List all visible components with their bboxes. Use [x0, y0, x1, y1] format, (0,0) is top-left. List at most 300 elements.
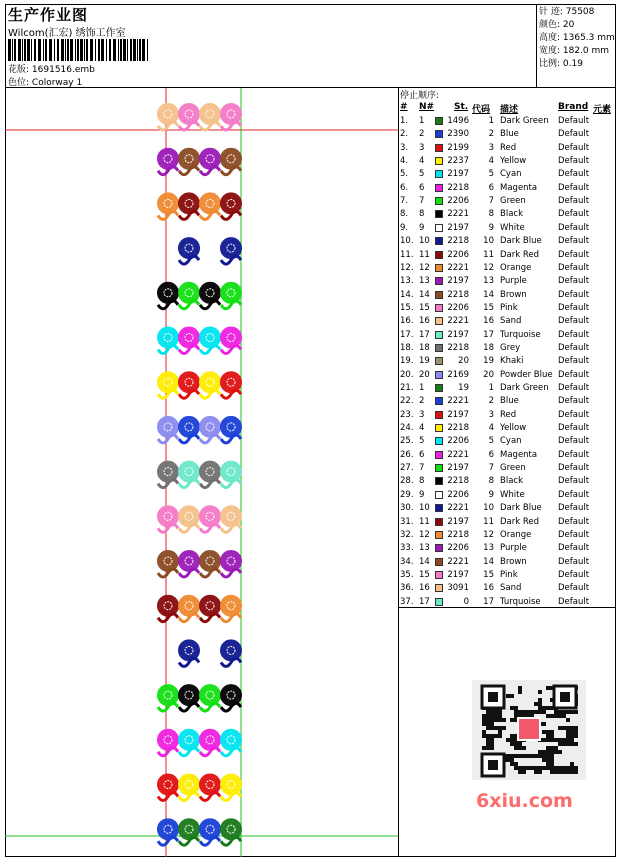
qr-module	[542, 750, 546, 754]
stitches-stat: 针 迹: 75508	[539, 7, 595, 17]
qr-module	[518, 690, 522, 694]
table-row	[399, 502, 616, 515]
qr-module	[514, 746, 518, 750]
qr-module	[502, 726, 506, 730]
qr-module	[538, 710, 542, 714]
design-motif-band	[158, 551, 241, 577]
row-needle: 14	[419, 289, 430, 300]
row-description: Green	[500, 196, 526, 207]
design-motif-band	[158, 417, 241, 443]
row-needle: 10	[419, 503, 430, 514]
color-swatch	[435, 491, 443, 499]
row-brand: Default	[558, 129, 590, 140]
qr-module	[490, 726, 494, 730]
qr-module	[554, 770, 558, 774]
qr-module	[486, 746, 490, 750]
row-index: 32.	[400, 529, 414, 540]
qr-module	[550, 730, 554, 734]
qr-module	[490, 714, 494, 718]
row-brand: Default	[558, 409, 590, 420]
row-brand: Default	[558, 156, 590, 167]
design-motif-band	[158, 819, 241, 845]
row-description: Sand	[500, 583, 522, 594]
row-stitches: 2206	[447, 489, 469, 500]
row-stitches: 2197	[447, 329, 469, 340]
qr-module	[486, 722, 490, 726]
row-code: 5	[488, 436, 494, 447]
table-row	[399, 382, 616, 395]
qr-module	[490, 718, 494, 722]
colorway-name: Colorway 1	[31, 78, 83, 88]
qr-module	[518, 686, 522, 690]
row-index: 8.	[400, 209, 409, 220]
row-brand: Default	[558, 142, 590, 153]
row-needle: 7	[419, 463, 425, 474]
design-motif-band	[158, 506, 241, 532]
barcode-bar	[84, 39, 85, 61]
row-description: Powder Blue	[500, 369, 553, 380]
qr-module	[562, 710, 566, 714]
row-brand: Default	[558, 316, 590, 327]
table-row	[399, 395, 616, 408]
qr-module	[546, 766, 550, 770]
table-row	[399, 182, 616, 195]
table-row	[399, 275, 616, 288]
barcode-bar	[12, 39, 13, 61]
col-header-needle: N#	[419, 102, 435, 112]
qr-module	[498, 710, 502, 714]
design-preview[interactable]	[5, 88, 399, 857]
barcode-bar	[22, 39, 23, 61]
qr-module	[558, 714, 562, 718]
qr-module	[550, 770, 554, 774]
row-code: 17	[483, 596, 494, 607]
table-row	[399, 556, 616, 569]
table-row	[399, 355, 616, 368]
barcode-bar	[43, 39, 44, 61]
design-motif-band	[158, 328, 241, 354]
qr-module	[546, 750, 550, 754]
row-index: 18.	[400, 342, 414, 353]
qr-module	[490, 746, 494, 750]
barcode-bar	[123, 39, 126, 61]
barcode-bar	[70, 39, 73, 61]
qr-module	[546, 738, 550, 742]
qr-module	[538, 702, 542, 706]
qr-module	[522, 754, 526, 758]
row-brand: Default	[558, 116, 590, 126]
qr-module	[530, 710, 534, 714]
qr-module	[510, 762, 514, 766]
qr-module	[486, 710, 490, 714]
row-description: Brown	[500, 289, 527, 300]
qr-module	[538, 706, 542, 710]
barcode-bar	[38, 39, 41, 61]
row-description: Dark Red	[500, 516, 540, 527]
table-row	[399, 582, 616, 595]
row-index: 27.	[400, 463, 414, 474]
row-index: 5.	[400, 169, 409, 180]
row-brand: Default	[558, 169, 590, 180]
color-swatch	[435, 384, 443, 392]
qr-module	[510, 706, 514, 710]
qr-module	[558, 766, 562, 770]
row-description: Turquoise	[500, 596, 541, 607]
design-motif-band	[158, 730, 241, 756]
qr-module	[518, 742, 522, 746]
row-needle: 12	[419, 529, 430, 540]
row-needle: 16	[419, 583, 430, 594]
barcode-bar	[101, 39, 104, 61]
qr-module	[494, 726, 498, 730]
qr-module	[506, 694, 510, 698]
table-row	[399, 142, 616, 155]
qr-module	[534, 710, 538, 714]
file-label: 花版:	[8, 65, 30, 75]
row-brand: Default	[558, 396, 590, 407]
qr-module	[566, 730, 570, 734]
color-swatch	[435, 344, 443, 352]
qr-module	[486, 734, 490, 738]
row-needle: 15	[419, 569, 430, 580]
design-motif-band	[158, 372, 241, 398]
row-description: Black	[500, 209, 523, 220]
qr-finder-center	[488, 760, 498, 770]
table-row	[399, 462, 616, 475]
row-code: 20	[483, 369, 494, 380]
row-code: 9	[488, 489, 494, 500]
color-swatch	[435, 464, 443, 472]
row-stitches: 2221	[447, 209, 469, 220]
qr-code-image	[472, 680, 586, 780]
color-swatch	[435, 317, 443, 325]
row-index: 23.	[400, 409, 414, 420]
row-index: 21.	[400, 383, 414, 393]
width-stat: 宽度: 182.0 mm	[539, 46, 610, 56]
row-stitches: 2221	[447, 396, 469, 407]
row-stitches: 2206	[447, 543, 469, 554]
row-needle: 11	[419, 249, 430, 260]
qr-module	[542, 730, 546, 734]
row-index: 4.	[400, 156, 409, 167]
row-description: Turquoise	[500, 329, 541, 340]
row-index: 6.	[400, 182, 409, 193]
row-index: 3.	[400, 142, 409, 153]
row-stitches: 2221	[447, 556, 469, 567]
design-motif-band	[158, 462, 241, 488]
qr-module	[510, 738, 514, 742]
qr-module	[498, 734, 502, 738]
barcode-bar	[31, 39, 32, 61]
qr-module	[550, 754, 554, 758]
row-needle: 13	[419, 543, 430, 554]
row-code: 7	[488, 463, 494, 474]
barcode-bar	[61, 39, 64, 61]
row-brand: Default	[558, 342, 590, 353]
row-needle: 17	[419, 329, 430, 340]
qr-module	[542, 754, 546, 758]
qr-module	[538, 750, 542, 754]
row-needle: 14	[419, 556, 430, 567]
row-code: 3	[488, 409, 494, 420]
row-description: Dark Green	[500, 116, 549, 126]
height-stat: 高度: 1365.3 mm	[539, 33, 615, 43]
qr-module	[546, 758, 550, 762]
qr-module	[510, 718, 514, 722]
row-stitches: 2218	[447, 476, 469, 487]
row-description: Dark Green	[500, 383, 549, 393]
row-stitches: 2390	[447, 129, 469, 140]
row-index: 26.	[400, 449, 414, 460]
row-needle: 4	[419, 156, 425, 167]
row-needle: 5	[419, 169, 425, 180]
qr-module	[550, 738, 554, 742]
qr-module	[546, 706, 550, 710]
qr-module	[534, 766, 538, 770]
color-swatch	[435, 144, 443, 152]
design-motif-band	[158, 283, 241, 309]
color-swatch	[435, 584, 443, 592]
row-code: 17	[483, 329, 494, 340]
qr-module	[510, 758, 514, 762]
qr-module	[514, 710, 518, 714]
qr-module	[570, 742, 574, 746]
row-needle: 5	[419, 436, 425, 447]
row-stitches: 2218	[447, 423, 469, 434]
row-brand: Default	[558, 449, 590, 460]
qr-module	[522, 766, 526, 770]
row-stitches: 2199	[447, 142, 469, 153]
table-row	[399, 262, 616, 275]
color-swatch	[435, 304, 443, 312]
qr-module	[538, 770, 542, 774]
table-row	[399, 342, 616, 355]
row-stitches: 2197	[447, 569, 469, 580]
row-description: Pink	[500, 569, 518, 580]
row-index: 30.	[400, 503, 414, 514]
design-motif-band	[158, 149, 241, 175]
qr-module	[574, 734, 578, 738]
qr-module	[522, 710, 526, 714]
table-row	[399, 168, 616, 181]
qr-module	[550, 746, 554, 750]
barcode-bar	[95, 39, 96, 61]
row-brand: Default	[558, 276, 590, 287]
qr-module	[562, 766, 566, 770]
qr-module	[542, 758, 546, 762]
row-needle: 6	[419, 182, 425, 193]
qr-module	[482, 734, 486, 738]
row-needle: 1	[419, 383, 425, 393]
row-index: 34.	[400, 556, 414, 567]
qr-module	[510, 742, 514, 746]
qr-module	[574, 770, 578, 774]
row-stitches: 2218	[447, 182, 469, 193]
row-index: 7.	[400, 196, 409, 207]
row-needle: 20	[419, 369, 430, 380]
table-row	[399, 115, 616, 128]
row-brand: Default	[558, 543, 590, 554]
qr-module	[486, 726, 490, 730]
col-header-index: #	[400, 102, 408, 112]
row-code: 10	[483, 503, 494, 514]
row-brand: Default	[558, 236, 590, 247]
qr-module	[554, 714, 558, 718]
table-row	[399, 315, 616, 328]
row-code: 1	[488, 383, 494, 393]
row-index: 36.	[400, 583, 414, 594]
row-index: 16.	[400, 316, 414, 327]
qr-module	[570, 730, 574, 734]
qr-module	[526, 710, 530, 714]
table-row	[399, 516, 616, 529]
row-index: 33.	[400, 543, 414, 554]
row-needle: 15	[419, 302, 430, 313]
barcode-bar	[127, 39, 128, 61]
table-row	[399, 542, 616, 555]
qr-module	[558, 750, 562, 754]
row-stitches: 2206	[447, 196, 469, 207]
qr-module	[538, 690, 542, 694]
barcode-bar	[90, 39, 93, 61]
software-subtitle: Wilcom(汇宏) 绣饰工作室	[8, 28, 126, 39]
row-brand: Default	[558, 356, 590, 367]
qr-module	[566, 726, 570, 730]
row-index: 2.	[400, 129, 409, 140]
row-description: Dark Blue	[500, 503, 542, 514]
row-needle: 9	[419, 222, 425, 233]
row-code: 8	[488, 476, 494, 487]
row-needle: 2	[419, 396, 425, 407]
row-description: Orange	[500, 529, 532, 540]
qr-finder-center	[488, 692, 498, 702]
qr-module	[486, 718, 490, 722]
row-code: 2	[488, 396, 494, 407]
col-header-description: 描述	[500, 105, 519, 115]
qr-module	[518, 710, 522, 714]
header	[5, 4, 537, 88]
qr-module	[514, 742, 518, 746]
row-needle: 12	[419, 262, 430, 273]
row-code: 6	[488, 182, 494, 193]
barcode-bar	[57, 39, 59, 61]
table-row	[399, 369, 616, 382]
row-stitches: 2197	[447, 516, 469, 527]
barcode-image	[8, 39, 148, 61]
row-stitches: 2221	[447, 449, 469, 460]
qr-module	[490, 734, 494, 738]
qr-module	[562, 738, 566, 742]
qr-module	[510, 694, 514, 698]
row-stitches: 2206	[447, 436, 469, 447]
stats-panel	[537, 4, 616, 88]
qr-module	[494, 718, 498, 722]
qr-module	[570, 710, 574, 714]
row-brand: Default	[558, 262, 590, 273]
qr-module	[550, 750, 554, 754]
qr-module	[486, 738, 490, 742]
qr-module	[566, 742, 570, 746]
row-stitches: 19	[458, 383, 469, 393]
row-stitches: 2237	[447, 156, 469, 167]
qr-module	[490, 738, 494, 742]
qr-module	[546, 734, 550, 738]
row-needle: 10	[419, 236, 430, 247]
row-description: Sand	[500, 316, 522, 327]
barcode-bar	[113, 39, 116, 61]
row-code: 3	[488, 142, 494, 153]
row-index: 19.	[400, 356, 414, 367]
row-code: 4	[488, 423, 494, 434]
barcode-bar	[98, 39, 100, 61]
barcode-bar	[24, 39, 26, 61]
row-description: Orange	[500, 262, 532, 273]
qr-module	[534, 770, 538, 774]
qr-module	[570, 726, 574, 730]
row-description: Black	[500, 476, 523, 487]
table-row	[399, 569, 616, 582]
design-motif-band	[158, 596, 241, 622]
row-index: 13.	[400, 276, 414, 287]
qr-module	[562, 714, 566, 718]
qr-module	[570, 734, 574, 738]
qr-module	[566, 718, 570, 722]
qr-module	[514, 754, 518, 758]
qr-module	[514, 766, 518, 770]
qr-module	[574, 726, 578, 730]
row-stitches: 2218	[447, 289, 469, 300]
qr-module	[534, 754, 538, 758]
table-row	[399, 128, 616, 141]
qr-module	[486, 742, 490, 746]
colors-stat: 颜色: 20	[539, 20, 575, 30]
row-stitches: 2197	[447, 169, 469, 180]
qr-module	[570, 762, 574, 766]
table-row	[399, 208, 616, 221]
row-code: 14	[483, 289, 494, 300]
qr-module	[526, 766, 530, 770]
row-description: Magenta	[500, 182, 538, 193]
qr-module	[518, 770, 522, 774]
qr-module	[550, 766, 554, 770]
barcode-bar	[130, 39, 132, 61]
qr-module	[490, 742, 494, 746]
color-swatch	[435, 357, 443, 365]
barcode-bar	[133, 39, 136, 61]
row-needle: 11	[419, 516, 430, 527]
design-preview-svg	[5, 88, 399, 857]
qr-module	[542, 722, 546, 726]
design-motif-band	[158, 193, 241, 219]
row-description: Magenta	[500, 449, 538, 460]
color-swatch	[435, 291, 443, 299]
row-code: 6	[488, 449, 494, 460]
row-index: 24.	[400, 423, 414, 434]
barcode-bar	[18, 39, 21, 61]
color-swatch	[435, 518, 443, 526]
color-swatch	[435, 598, 443, 606]
qr-module	[574, 766, 578, 770]
color-swatch	[435, 504, 443, 512]
qr-module	[502, 718, 506, 722]
row-description: Yellow	[500, 156, 527, 167]
barcode-bar	[139, 39, 141, 61]
row-brand: Default	[558, 569, 590, 580]
row-stitches: 2221	[447, 316, 469, 327]
qr-module	[530, 754, 534, 758]
color-swatch	[435, 411, 443, 419]
table-row	[399, 302, 616, 315]
